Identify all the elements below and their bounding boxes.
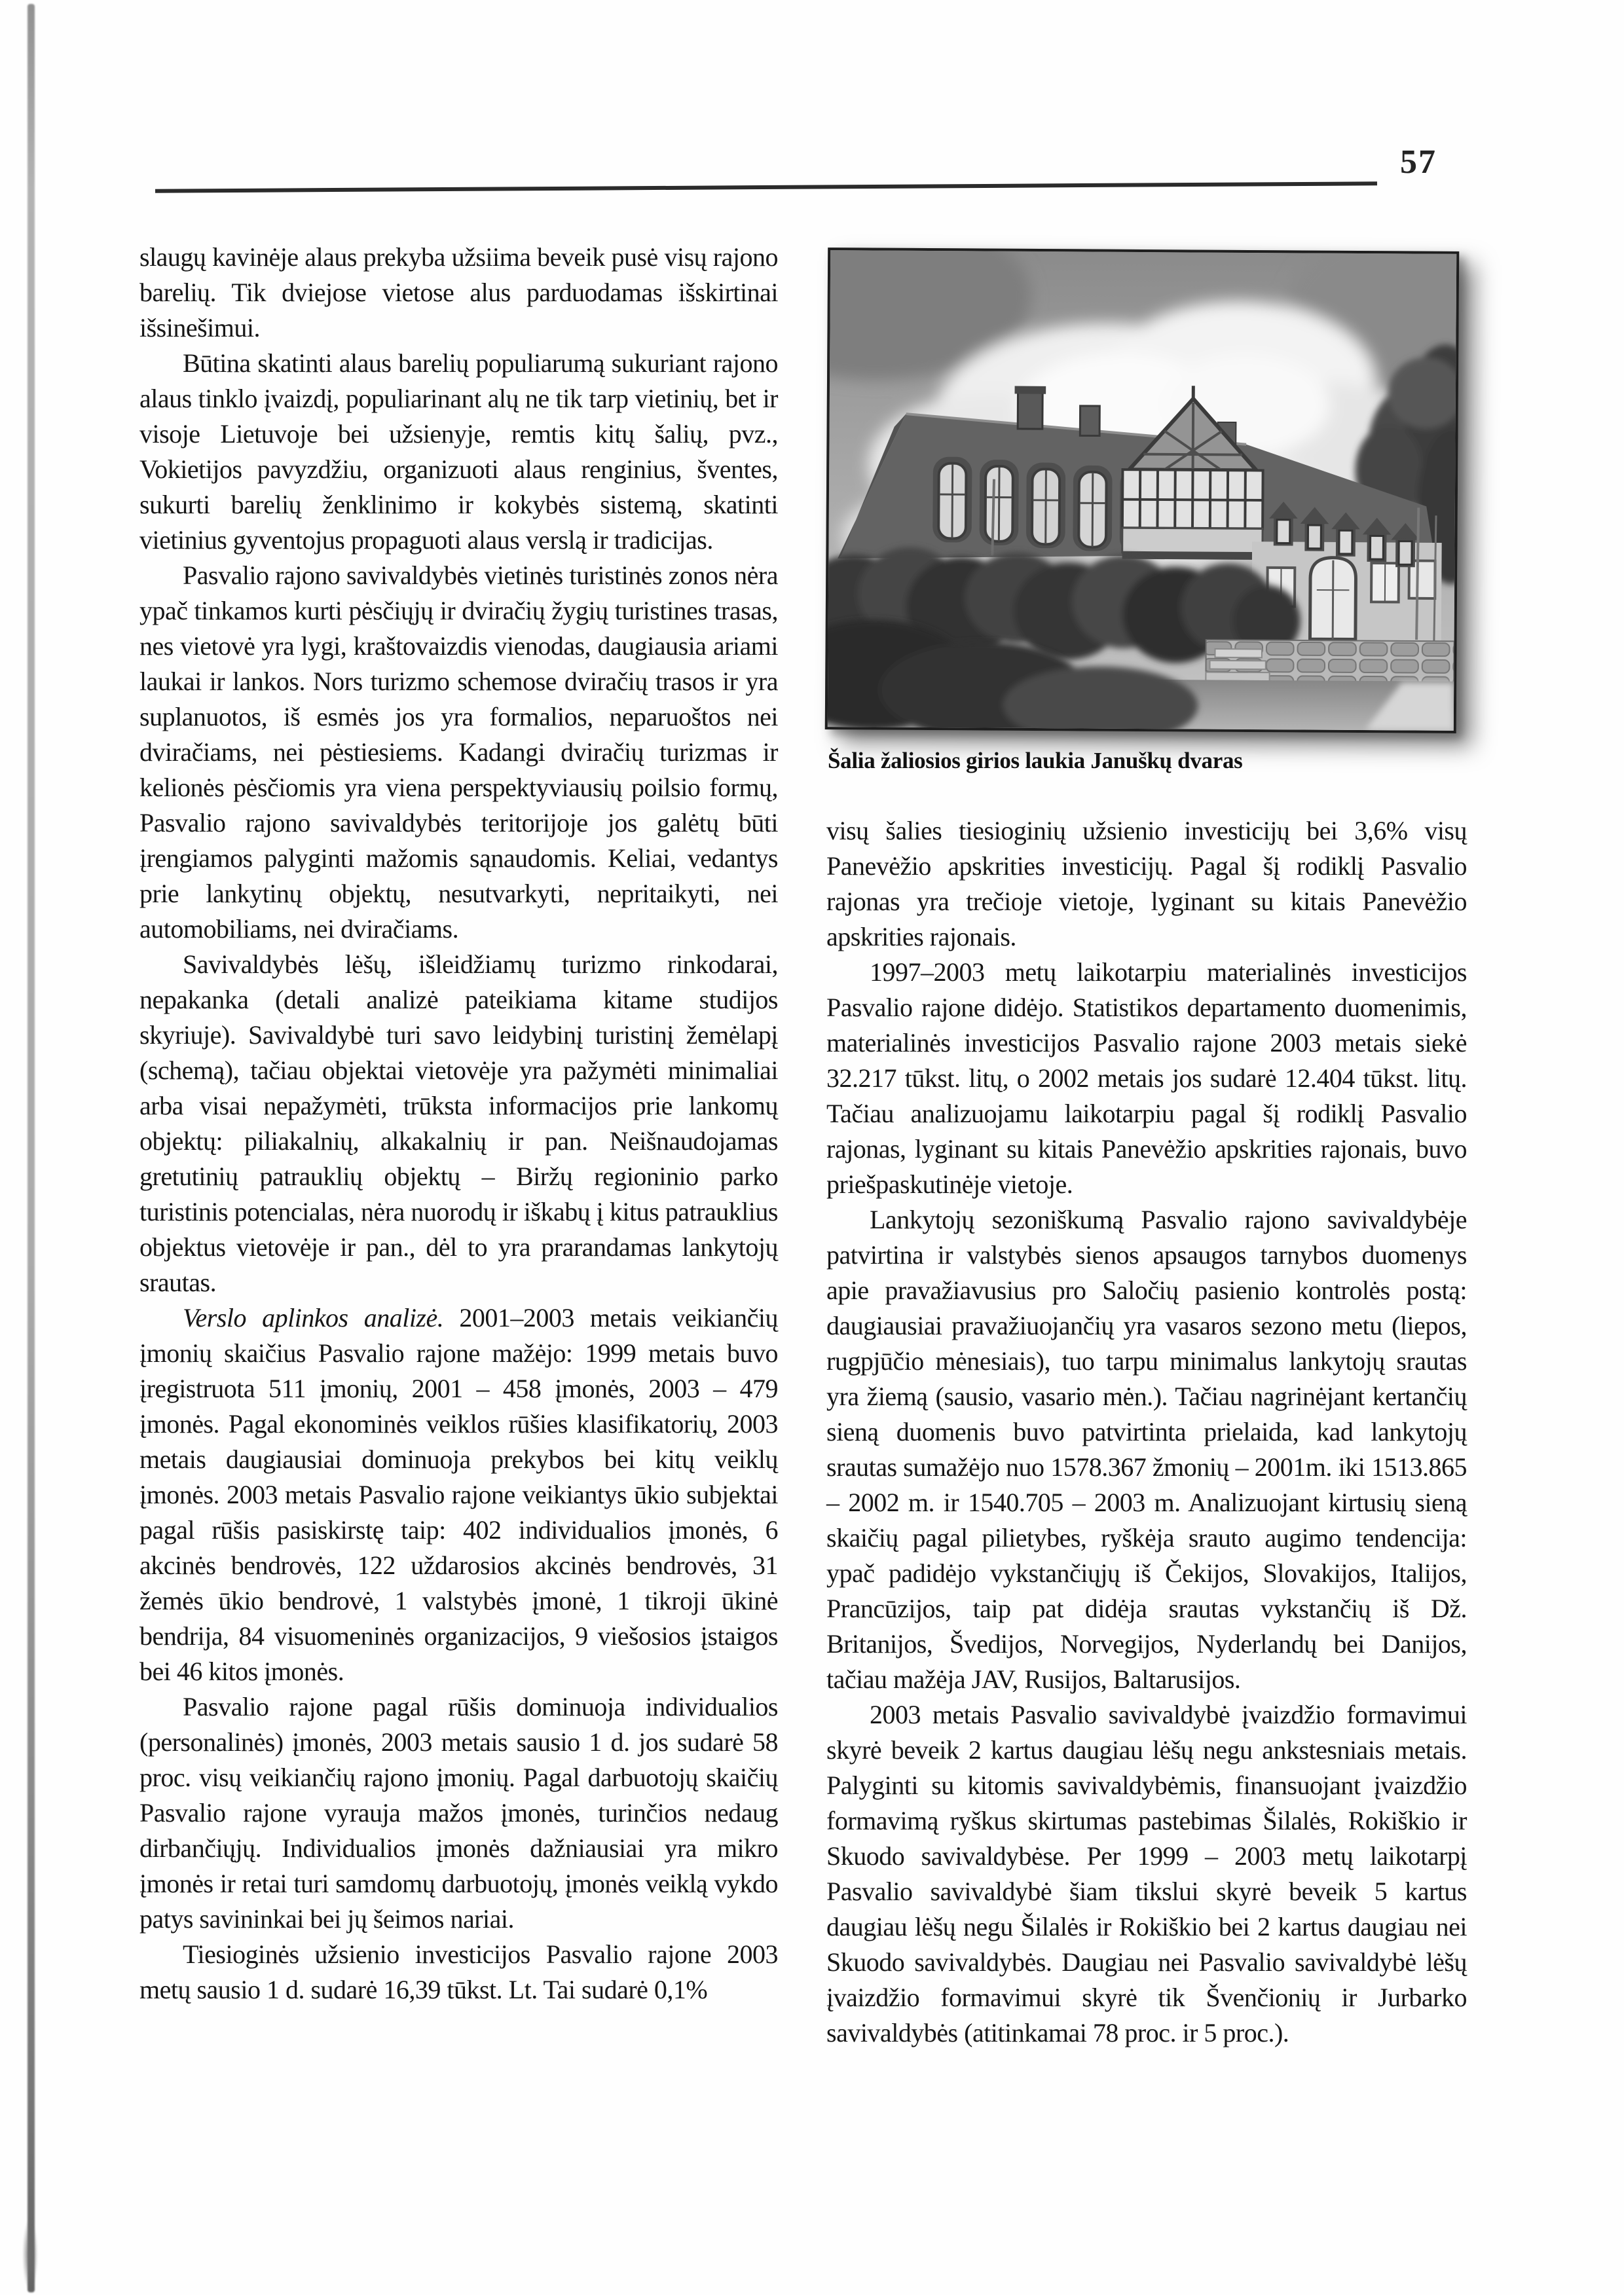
- header-rule: [155, 181, 1377, 193]
- page-number: 57: [1400, 143, 1437, 181]
- manor-house-photo: [825, 248, 1459, 733]
- paragraph: Pasvalio rajone pagal rūšis dominuoja individualios (personalinės) įmonės, 2003 metais sausio 1 d. jos sudarė 58 proc. visų veikiančių rajono įmonių. Pagal darbuotojų skaičių Pasvalio rajone vyrauja mažos įmonės, turinčios nedaug dirbančiųjų. Individualios įmonės dažniausiai yra mikro įmonės ir retai turi samdomų darbuotojų, įmonės veiklą vykdo patys savininkai bei jų šeimos nariai.: [139, 1692, 778, 1934]
- paragraph: Tiesioginės užsienio investicijos Pasvalio rajone 2003 metų sausio 1 d. sudarė 16,39 tūkst. Lt. Tai sudarė 0,1%: [139, 1939, 778, 2004]
- paragraph: 1997–2003 metų laikotarpiu materialinės investicijos Pasvalio rajone didėjo. Statistikos departamento duomenimis, materialinės investicijos Pasvalio rajone 2003 metais siekė 32.217 tūkst. litų, o 2002 metais jos sudarė 12.404 tūkst. litų. Tačiau analizuojamu laikotarpiu pagal šį rodiklį Pasvalio rajonas, lyginant su kitais Panevėžio apskrities rajonais, buvo priešpaskutinėje vietoje.: [826, 957, 1467, 1199]
- paragraph: 2003 metais Pasvalio savivaldybė įvaizdžio formavimui skyrė beveik 2 kartus daugiau lėšų negu ankstesniais metais. Palyginti su kitomis savivaldybėmis, finansuojant įvaizdžio formavimą ryškus skirtumas pastebimas Šilalės, Rokiškio ir Skuodo savivaldybėse. Per 1999 – 2003 metų laikotarpį Pasvalio savivaldybė šiam tikslui skyrė beveik 5 kartus daugiau lėšų negu Šilalės ir Rokiškio bei 2 kartus daugiau nei Skuodo savivaldybės. Daugiau nei Pasvalio savivaldybė lėšų įvaizdžio formavimui skyrė tik Švenčionių ir Jurbarko savivaldybės (atitinkamai 78 proc. ir 5 proc.).: [826, 1700, 1467, 2047]
- right-text-column: [826, 813, 1467, 2051]
- paragraph: Būtina skatinti alaus barelių populiarumą sukuriant rajono alaus tinklo įvaizdį, populiarinant alų ne tik tarp vietinių, bet ir visoje Lietuvoje bei užsienyje, remtis kitų šalių, pvz., Vokietijos pavyzdžiu, organizuoti alaus renginius, šventes, sukurti barelių ženklinimo ir kokybės sistemą, skatinti vietinius gyventojus propaguoti alaus verslą ir tradicijas.: [139, 348, 778, 555]
- paragraph-lead-italic: Verslo aplinkos analizė.: [183, 1303, 444, 1332]
- paragraph: [139, 1300, 778, 1689]
- paragraph: slaugų kavinėje alaus prekyba užsiima beveik pusė visų rajono barelių. Tik dviejose vietose alus parduodamas išskirtinai išsinešimui.: [139, 242, 778, 342]
- paragraph: Pasvalio rajono savivaldybės vietinės turistinės zonos nėra ypač tinkamos kurti pėsčiųjų ir dviračių žygių turistines trasas, nes vietovė yra lygi, kraštovaizdis vienodas, daugiausia ariami laukai ir lankos. Nors turizmo schemose dviračių trasos ir yra suplanuotos, iš esmės jos yra formalios, neparuoštos nei dviračiams, nei pėstiesiems. Kadangi dviračių turizmas ir kelionės pėsčiomis yra viena perspektyviausių poilsio formų, Pasvalio rajono savivaldybės teritorijoje jos galėtų būti įrengiamos palyginti mažomis sąnaudomis. Keliai, vedantys prie lankytinų objektų, nesutvarkyti, nepritaikyti, nei automobiliams, nei dviračiams.: [139, 560, 778, 944]
- manor-house-photo-graphic: [828, 250, 1456, 731]
- paragraph-rest: 2001–2003 metais veikiančių įmonių skaičius Pasvalio rajone mažėjo: 1999 metais buvo įregistruota 511 įmonių, 2001 – 458 įmonės, 2003 – 479 įmonės. Pagal ekonominės veiklos rūšies klasifikatorių, 2003 metais daugiausiai dominuoja prekybos bei kitų veiklų įmonės. 2003 metais Pasvalio rajone veikiantys ūkio subjektai pagal rūšis pasiskirstę taip: 402 individualios įmonės, 6 akcinės bendrovės, 122 uždarosios akcinės bendrovės, 31 žemės ūkio bendrovė, 1 valstybės įmonė, 1 tikroji ūkinė bendrija, 84 visuomeninės organizacijos, 9 viešosios įstaigos bei 46 kitos įmonės.: [139, 1303, 778, 1686]
- paragraph: Savivaldybės lėšų, išleidžiamų turizmo rinkodarai, nepakanka (detali analizė pateikiama kitame studijos skyriuje). Savivaldybė turi savo leidybinį turistinį žemėlapį (schemą), tačiau objektai vietovėje yra pažymėti minimaliai arba visai nepažymėti, trūksta informacijos prie lankomų objektų: piliakalnių, alkakalnių ir pan. Neišnaudojamas gretutinių patrauklių objektų – Biržų regioninio parko turistinis potencialas, nėra nuorodų ir iškabų į kitus patrauklius objektus vietovėje ir pan., dėl to yra prarandamas lankytojų srautas.: [139, 949, 778, 1297]
- photo-caption: Šalia žaliosios girios laukia Januškų dvaras: [828, 748, 1243, 773]
- paragraph: Lankytojų sezoniškumą Pasvalio rajono savivaldybėje patvirtina ir valstybės sienos apsaugos tarnybos duomenys apie pravažiavusius pro Saločių pasienio kontrolės postą: daugiausiai pravažiuojančių yra vasaros sezono metu (liepos, rugpjūčio mėnesiais), tuo tarpu minimalus lankytojų srautas yra žiemą (sausio, vasario mėn.). Tačiau nagrinėjant kertančių sieną duomenis buvo patvirtinta prielaida, kad lankytojų srautas sumažėjo nuo 1578.367 žmonių – 2001m. iki 1513.865 – 2002 m. ir 1540.705 – 2003 m. Analizuojant kirtusių sieną skaičių pagal pilietybes, ryškėja srauto augimo tendencija: ypač padidėjo vykstančiųjų iš Čekijos, Slovakijos, Italijos, Prancūzijos, taip pat didėja srautas vykstančių iš Dž. Britanijos, Švedijos, Norvegijos, Nyderlandų bei Danijos, tačiau mažėja JAV, Rusijos, Baltarusijos.: [826, 1205, 1467, 1694]
- scanner-edge-artifact: [28, 4, 35, 2292]
- paragraph: visų šalies tiesioginių užsienio investicijų bei 3,6% visų Panevėžio apskrities investicijų. Pagal šį rodiklį Pasvalio rajonas yra trečioje vietoje, lyginant su kitais Panevėžio apskrities rajonais.: [826, 816, 1467, 951]
- left-text-column: [139, 240, 778, 2008]
